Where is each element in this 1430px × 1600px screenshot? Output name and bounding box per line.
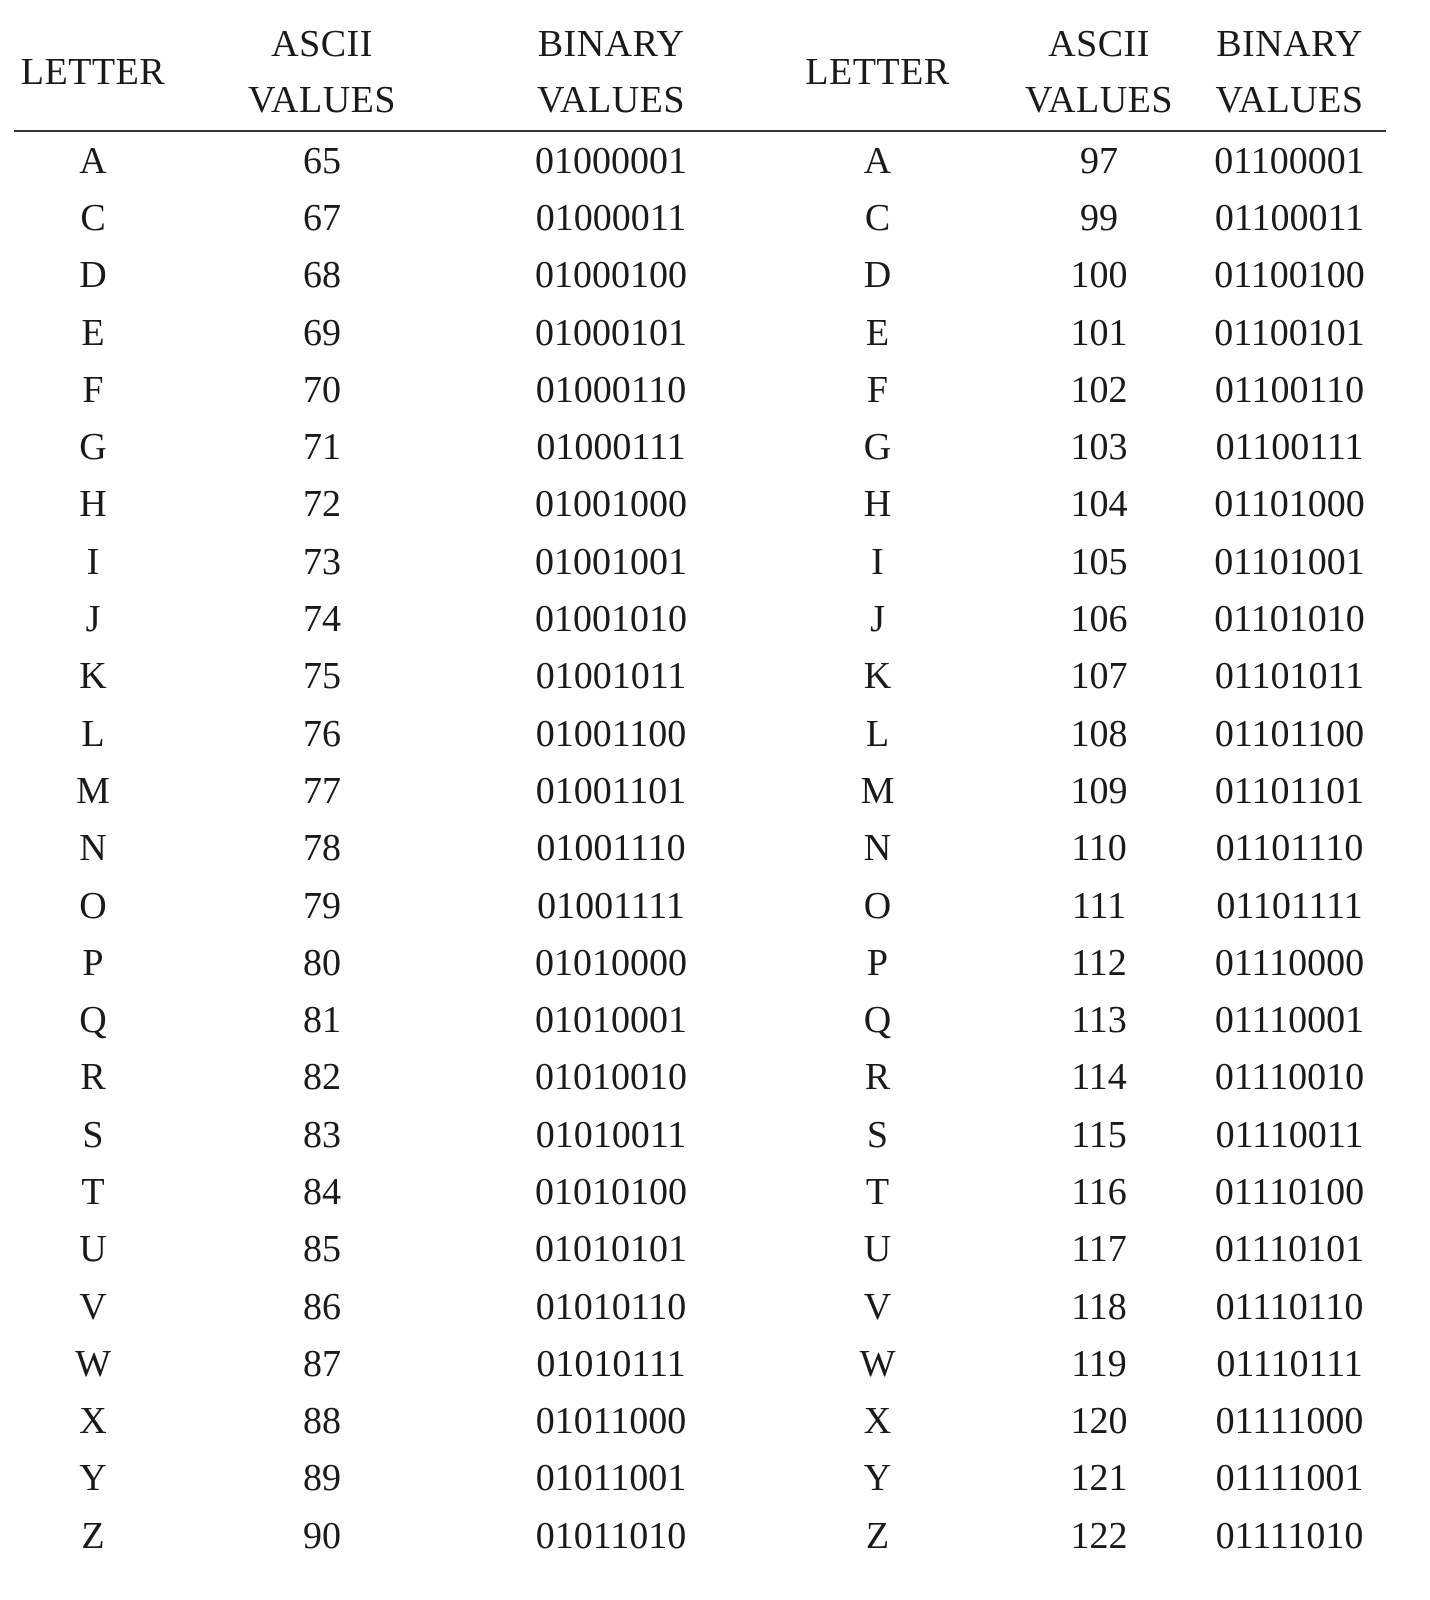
cell-right-letter: X [863,1400,892,1443]
cell-right-binary: 01110110 [1215,1285,1364,1328]
cell-left-binary: 01010010 [535,1056,687,1099]
cell-left-letter: M [76,769,110,812]
cell-left-letter: Y [79,1457,107,1500]
cell-left-letter: O [79,884,107,927]
cell-right-binary: 01100011 [1214,196,1365,239]
cell-left-ascii: 78 [303,827,341,870]
cell-right-binary: 01111001 [1215,1457,1364,1500]
cell-right-ascii: 114 [1071,1056,1127,1099]
cell-right-ascii: 110 [1071,827,1127,870]
cell-left-letter: A [79,139,107,182]
cell-left-letter: Q [79,999,107,1042]
cell-left-ascii: 86 [303,1285,341,1328]
table-row [14,418,1386,475]
cell-left-letter: I [86,540,100,583]
cell-left-binary: 01000011 [535,196,687,239]
cell-right-letter: G [863,426,892,469]
header-ascii-left [172,14,472,131]
header-binary-left-line2: VALUES [537,79,685,121]
cell-left-ascii: 67 [303,196,341,239]
cell-left-binary: 01001101 [535,769,687,812]
cell-left-binary: 01010110 [535,1285,687,1328]
cell-left-binary: 01001001 [535,540,687,583]
cell-left-ascii: 79 [303,884,341,927]
cell-left-letter: P [82,941,104,984]
header-ascii-left-line2: VALUES [248,79,396,121]
cell-left-binary: 01010100 [535,1170,687,1213]
cell-left-letter: C [80,196,106,239]
cell-right-ascii: 101 [1070,311,1128,354]
cell-right-binary: 01110101 [1214,1228,1365,1271]
cell-left-letter: F [82,368,104,411]
header-letter-left-label: LETTER [20,51,166,93]
cell-right-binary: 01100001 [1214,139,1365,182]
cell-right-letter: R [864,1056,891,1099]
table-header [14,14,1386,131]
cell-left-letter: D [79,254,107,297]
cell-left-ascii: 85 [303,1228,341,1271]
cell-left-letter: V [79,1285,107,1328]
cell-left-binary: 01000100 [535,254,687,297]
cell-right-letter: Y [863,1457,892,1500]
cell-right-binary: 01110100 [1214,1170,1365,1213]
cell-right-letter: N [863,827,892,870]
cell-right-binary: 01110111 [1216,1342,1363,1385]
cell-right-ascii: 112 [1071,941,1127,984]
cell-right-letter: D [863,254,892,297]
header-letter-right [750,14,1005,131]
cell-left-binary: 01001011 [535,655,687,698]
cell-left-ascii: 69 [303,311,341,354]
table-row [14,705,1386,762]
cell-left-ascii: 84 [303,1170,341,1213]
table-row [14,1106,1386,1163]
table-row [14,648,1386,705]
cell-left-ascii: 75 [303,655,341,698]
table-row [14,762,1386,819]
cell-right-letter: M [860,769,895,812]
table-row [14,590,1386,647]
cell-right-letter: U [863,1228,892,1271]
cell-right-letter: W [859,1342,896,1385]
cell-left-ascii: 76 [303,712,341,755]
cell-right-ascii: 100 [1070,254,1128,297]
cell-left-letter: R [80,1056,106,1099]
table-row [14,1221,1386,1278]
cell-right-ascii: 97 [1080,139,1118,182]
header-binary-right-line1: BINARY [1216,23,1363,65]
cell-right-letter: H [863,483,892,526]
cell-right-binary: 01101000 [1214,483,1365,526]
header-ascii-right [1005,14,1193,131]
table-row [14,304,1386,361]
cell-right-letter: C [864,196,891,239]
cell-right-letter: Q [863,999,892,1042]
cell-right-binary: 01100100 [1214,254,1365,297]
cell-left-binary: 01000110 [535,368,687,411]
cell-left-ascii: 68 [303,254,341,297]
table-row [14,877,1386,934]
cell-right-ascii: 113 [1071,999,1127,1042]
header-binary-left [472,14,750,131]
cell-right-ascii: 104 [1070,483,1128,526]
cell-right-binary: 01101111 [1216,884,1363,927]
cell-left-ascii: 83 [303,1113,341,1156]
cell-right-binary: 01110001 [1214,999,1365,1042]
cell-right-letter: V [863,1285,892,1328]
cell-right-binary: 01110000 [1214,941,1365,984]
cell-right-ascii: 116 [1071,1170,1127,1213]
cell-right-binary: 01100111 [1215,426,1364,469]
cell-right-ascii: 119 [1071,1342,1127,1385]
header-ascii-right-line1: ASCII [1048,23,1150,65]
table-row [14,1278,1386,1335]
cell-right-letter: L [865,712,890,755]
cell-right-ascii: 102 [1070,368,1128,411]
cell-right-ascii: 122 [1070,1514,1128,1557]
cell-left-binary: 01001100 [535,712,687,755]
table-row [14,1049,1386,1106]
cell-left-ascii: 70 [303,368,341,411]
table-row [14,361,1386,418]
cell-right-ascii: 103 [1070,426,1128,469]
cell-left-letter: S [82,1113,104,1156]
ascii-binary-table-container [14,14,1386,1564]
cell-right-binary: 01101010 [1214,598,1365,641]
table-row [14,1393,1386,1450]
cell-right-ascii: 111 [1071,884,1127,927]
cell-left-ascii: 82 [303,1056,341,1099]
table-row [14,1163,1386,1220]
header-ascii-right-line2: VALUES [1025,79,1173,121]
cell-right-binary: 01110011 [1215,1113,1364,1156]
cell-right-binary: 01101110 [1215,827,1364,870]
table-row [14,820,1386,877]
table-row [14,247,1386,304]
cell-right-ascii: 109 [1070,769,1128,812]
cell-left-ascii: 71 [303,426,341,469]
cell-left-ascii: 87 [303,1342,341,1385]
cell-left-binary: 01000101 [535,311,687,354]
table-row [14,533,1386,590]
cell-left-binary: 01010011 [535,1113,687,1156]
cell-left-binary: 01010001 [535,999,687,1042]
table-row [14,476,1386,533]
table-row [14,189,1386,246]
cell-left-letter: H [79,483,107,526]
cell-right-binary: 01101101 [1214,769,1365,812]
cell-left-binary: 01011010 [535,1514,687,1557]
cell-left-ascii: 65 [303,139,341,182]
cell-left-letter: N [79,827,107,870]
table-row [14,1507,1386,1564]
cell-right-binary: 01111000 [1215,1400,1364,1443]
cell-right-ascii: 118 [1071,1285,1127,1328]
cell-left-binary: 01011001 [535,1457,687,1500]
cell-right-ascii: 117 [1071,1228,1127,1271]
cell-left-ascii: 81 [303,999,341,1042]
cell-left-ascii: 72 [303,483,341,526]
cell-left-letter: U [79,1228,107,1271]
cell-left-letter: Z [81,1514,105,1557]
cell-left-binary: 01000111 [536,426,686,469]
cell-right-ascii: 115 [1071,1113,1127,1156]
cell-left-letter: K [79,655,107,698]
cell-left-binary: 01001010 [535,598,687,641]
cell-right-letter: E [865,311,890,354]
header-binary-right [1193,14,1386,131]
cell-left-ascii: 88 [303,1400,341,1443]
cell-right-ascii: 106 [1070,598,1128,641]
cell-left-binary: 01010111 [536,1342,686,1385]
cell-left-ascii: 89 [303,1457,341,1500]
cell-right-binary: 01101001 [1214,540,1365,583]
cell-left-binary: 01001000 [535,483,687,526]
cell-left-binary: 01001111 [537,884,685,927]
cell-left-binary: 01000001 [535,139,687,182]
header-letter-right-label: LETTER [805,51,950,93]
cell-right-binary: 01100101 [1214,311,1365,354]
cell-right-letter: I [871,540,884,583]
cell-right-letter: S [866,1113,889,1156]
table-row [14,991,1386,1048]
cell-right-ascii: 120 [1070,1400,1128,1443]
cell-right-letter: O [863,884,892,927]
cell-right-binary: 01111010 [1215,1514,1364,1557]
cell-left-ascii: 74 [303,598,341,641]
cell-left-ascii: 90 [303,1514,341,1557]
cell-right-ascii: 107 [1070,655,1128,698]
cell-left-ascii: 77 [303,769,341,812]
table-row [14,1450,1386,1507]
cell-right-ascii: 105 [1070,540,1128,583]
cell-left-letter: X [79,1400,107,1443]
header-ascii-left-line1: ASCII [271,23,373,65]
cell-right-binary: 01100110 [1214,368,1365,411]
cell-left-ascii: 73 [303,540,341,583]
cell-left-binary: 01010101 [535,1228,687,1271]
cell-right-letter: T [865,1170,890,1213]
cell-right-letter: A [863,139,892,182]
cell-left-letter: G [79,426,107,469]
cell-right-ascii: 99 [1080,196,1118,239]
table-row [14,1335,1386,1392]
cell-right-ascii: 108 [1070,712,1128,755]
cell-right-letter: K [863,655,892,698]
cell-left-letter: W [75,1342,111,1385]
cell-left-letter: L [81,712,105,755]
cell-left-ascii: 80 [303,941,341,984]
cell-right-letter: P [866,941,889,984]
cell-left-binary: 01011000 [535,1400,687,1443]
cell-right-binary: 01101011 [1214,655,1365,698]
cell-right-letter: J [870,598,885,641]
cell-right-ascii: 121 [1070,1457,1128,1500]
header-binary-right-line2: VALUES [1215,79,1364,121]
header-binary-left-line1: BINARY [537,23,685,65]
cell-right-letter: F [866,368,889,411]
cell-right-binary: 01110010 [1214,1056,1365,1099]
cell-right-binary: 01101100 [1214,712,1365,755]
ascii-binary-table [14,14,1386,1564]
header-row [14,14,1386,131]
cell-right-letter: Z [865,1514,890,1557]
table-row [14,934,1386,991]
table-body [14,131,1386,1564]
cell-left-binary: 01001110 [536,827,686,870]
cell-left-letter: J [85,598,101,641]
cell-left-letter: T [81,1170,105,1213]
table-row [14,131,1386,189]
header-letter-left [14,14,172,131]
cell-left-binary: 01010000 [535,941,687,984]
cell-left-letter: E [81,311,105,354]
